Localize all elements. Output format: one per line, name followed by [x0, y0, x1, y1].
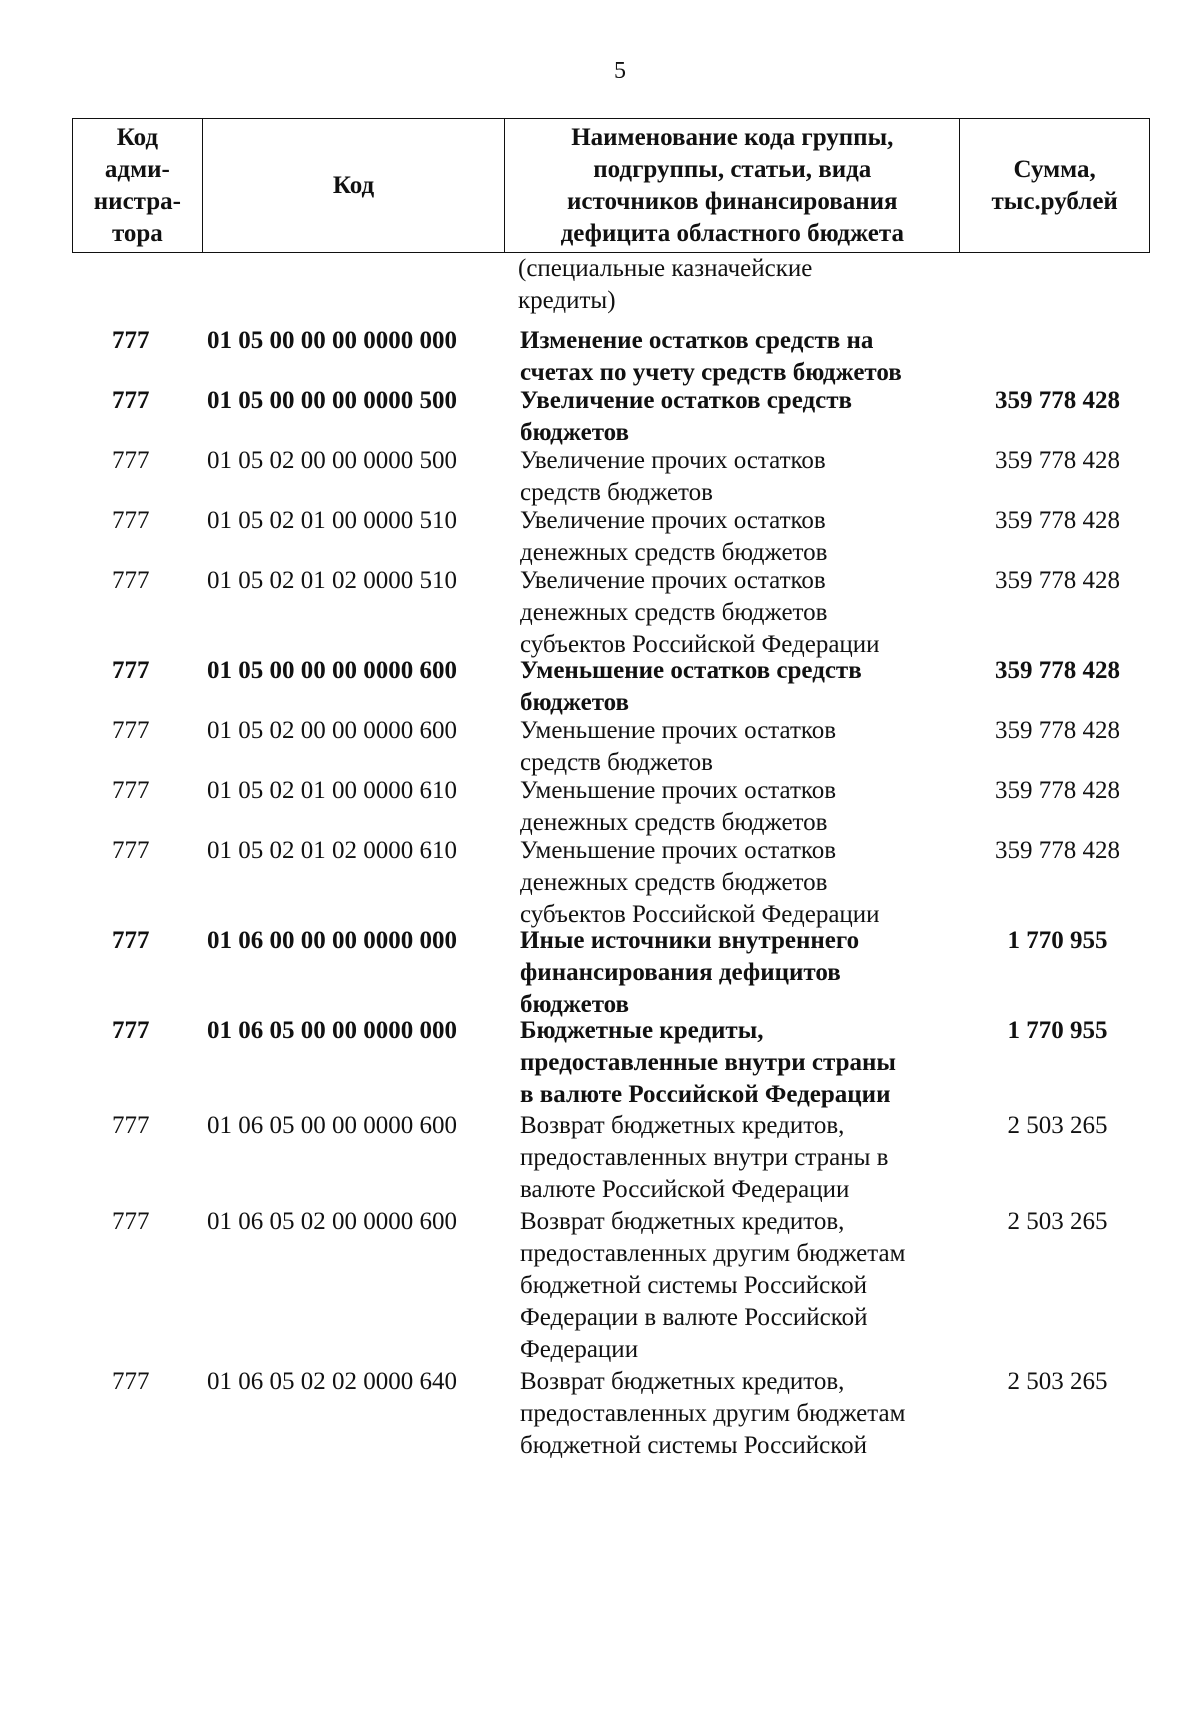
- cell-name: Изменение остатков средств на счетах по учету средств бюджетов: [520, 327, 902, 386]
- cell-code: 01 06 05 00 00 0000 600: [207, 1112, 457, 1139]
- cell-code: 01 06 05 02 00 0000 600: [207, 1208, 457, 1235]
- cell-sum: 359 778 428: [995, 387, 1120, 414]
- header-sum: Сумма, тыс.рублей: [991, 155, 1118, 215]
- cell-code: 01 05 02 01 00 0000 510: [207, 507, 457, 534]
- cell-sum: 359 778 428: [995, 447, 1120, 474]
- cell-admin-code: 777: [112, 1112, 150, 1139]
- cell-code: 01 05 02 00 00 0000 500: [207, 447, 457, 474]
- cell-name: Уменьшение прочих остатков средств бюджетов: [520, 717, 837, 776]
- cell-name: Уменьшение прочих остатков денежных средств бюджетов субъектов Российской Федерации: [520, 837, 880, 928]
- cell-admin-code: 777: [112, 387, 150, 414]
- cell-admin-code: 777: [112, 927, 150, 954]
- cell-sum: 359 778 428: [995, 777, 1120, 804]
- cell-name: Возврат бюджетных кредитов, предоставленных внутри страны в валюте Российской Федерации: [520, 1112, 889, 1203]
- table-header: [72, 118, 1150, 253]
- cell-admin-code: 777: [112, 1368, 150, 1395]
- cell-code: 01 05 00 00 00 0000 600: [207, 657, 457, 684]
- header-name: Наименование кода группы, подгруппы, статьи, вида источников финансирования дефицита областного бюджета: [505, 119, 960, 252]
- cell-sum: 359 778 428: [995, 657, 1120, 684]
- cell-sum: 359 778 428: [995, 567, 1120, 594]
- cell-name: Бюджетные кредиты, предоставленные внутри страны в валюте Российской Федерации: [520, 1017, 896, 1108]
- cell-code: 01 06 05 02 02 0000 640: [207, 1368, 457, 1395]
- cell-code: 01 05 02 01 02 0000 510: [207, 567, 457, 594]
- cell-name: Возврат бюджетных кредитов, предоставленных другим бюджетам бюджетной системы Российской Федерации в валюте Российской Федерации: [520, 1208, 906, 1363]
- continuation-text: (специальные казначейские кредиты): [518, 255, 813, 314]
- cell-sum: 2 503 265: [1007, 1208, 1108, 1235]
- cell-name: Возврат бюджетных кредитов, предоставленных другим бюджетам бюджетной системы Российской: [520, 1368, 906, 1459]
- cell-code: 01 06 05 00 00 0000 000: [207, 1017, 457, 1044]
- cell-sum: 2 503 265: [1007, 1368, 1108, 1395]
- cell-code: 01 06 00 00 00 0000 000: [207, 927, 457, 954]
- cell-name: Увеличение прочих остатков денежных средств бюджетов субъектов Российской Федерации: [520, 567, 880, 658]
- cell-admin-code: 777: [112, 837, 150, 864]
- cell-name: Увеличение прочих остатков денежных средств бюджетов: [520, 507, 828, 566]
- cell-admin-code: 777: [112, 717, 150, 744]
- cell-code: 01 05 00 00 00 0000 000: [207, 327, 457, 354]
- cell-admin-code: 777: [112, 657, 150, 684]
- cell-sum: 359 778 428: [995, 717, 1120, 744]
- cell-admin-code: 777: [112, 507, 150, 534]
- cell-name: Иные источники внутреннего финансирования дефицитов бюджетов: [520, 927, 860, 1018]
- cell-sum: 2 503 265: [1007, 1112, 1108, 1139]
- cell-sum: 1 770 955: [1007, 927, 1108, 954]
- cell-admin-code: 777: [112, 1017, 150, 1044]
- cell-code: 01 05 02 01 00 0000 610: [207, 777, 457, 804]
- cell-name: Увеличение прочих остатков средств бюджетов: [520, 447, 826, 506]
- cell-admin-code: 777: [112, 447, 150, 474]
- header-code: Код: [203, 119, 505, 252]
- cell-code: 01 05 00 00 00 0000 500: [207, 387, 457, 414]
- page-number: 5: [614, 58, 626, 84]
- cell-admin-code: 777: [112, 567, 150, 594]
- cell-sum: 359 778 428: [995, 837, 1120, 864]
- cell-sum: 1 770 955: [1007, 1017, 1108, 1044]
- cell-admin-code: 777: [112, 777, 150, 804]
- cell-code: 01 05 02 01 02 0000 610: [207, 837, 457, 864]
- cell-name: Уменьшение прочих остатков денежных средств бюджетов: [520, 777, 837, 836]
- cell-name: Увеличение остатков средств бюджетов: [520, 387, 852, 446]
- cell-name: Уменьшение остатков средств бюджетов: [520, 657, 862, 716]
- cell-sum: 359 778 428: [995, 507, 1120, 534]
- cell-code: 01 05 02 00 00 0000 600: [207, 717, 457, 744]
- cell-admin-code: 777: [112, 1208, 150, 1235]
- header-admin-code: Код адми- нистра- тора: [73, 119, 203, 252]
- cell-admin-code: 777: [112, 327, 150, 354]
